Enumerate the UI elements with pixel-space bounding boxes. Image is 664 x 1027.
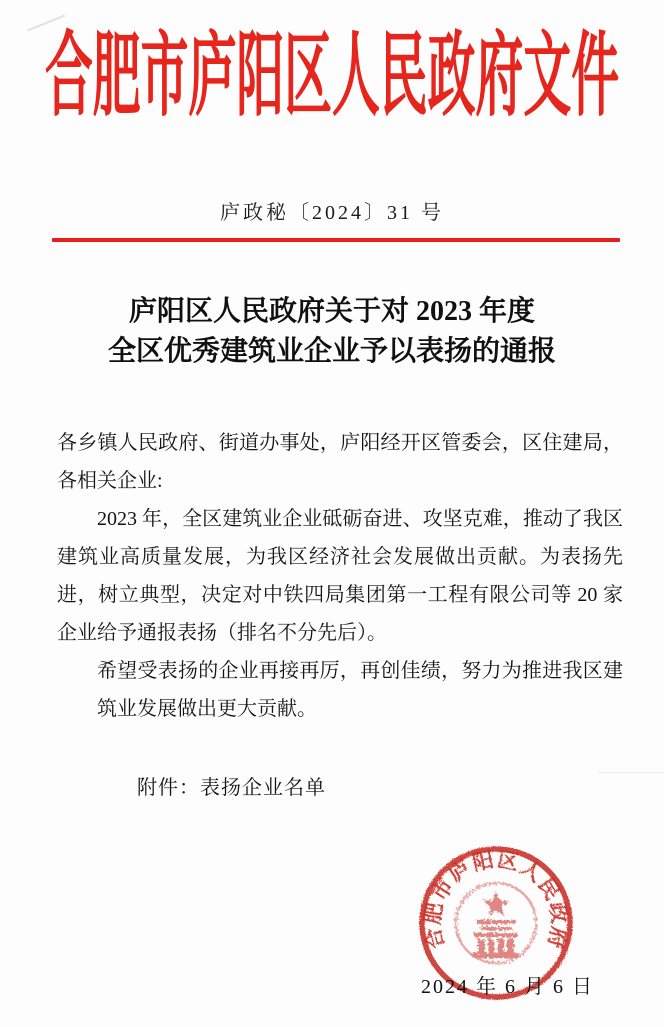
document-title xyxy=(0,292,664,372)
national-emblem-icon xyxy=(456,883,536,963)
document-body xyxy=(57,424,623,728)
svg-text:合肥市庐阳区人民政府 xyxy=(420,847,572,952)
body-paragraph-2: 希望受表扬的企业再接再厉，再创佳绩，努力为推进我区建筑业发展做出更大贡献。 xyxy=(97,660,623,720)
document-date: 2024 年 6 月 6 日 xyxy=(421,976,594,998)
salutation: 各乡镇人民政府、街道办事处，庐阳经开区管委会，区住建局，各相关企业: xyxy=(57,432,623,492)
letterhead-title: 合肥市庐阳区人民政府文件 xyxy=(44,25,620,127)
document-title-line1: 庐阳区人民政府关于对 2023 年度 xyxy=(128,296,535,327)
document-number: 庐政秘〔2024〕31 号 xyxy=(220,202,444,224)
body-paragraph-1: 2023 年，全区建筑业企业砥砺奋进、攻坚克难，推动了我区建筑业高质量发展，为我区经济社会发展做出贡献。为表扬先进，树立典型，决定对中铁四局集团第一工程有限公司等 20 家企业给予通报表扬（排名不分先后）。 xyxy=(57,508,623,644)
document-title-line2: 全区优秀建筑业企业予以表扬的通报 xyxy=(107,336,556,367)
red-divider-line xyxy=(52,238,620,242)
attachment-note: 附件：表扬企业名单 xyxy=(137,777,326,799)
seal-text: 合肥市庐阳区人民政府 xyxy=(420,847,572,953)
scan-artifact-line xyxy=(598,772,664,773)
